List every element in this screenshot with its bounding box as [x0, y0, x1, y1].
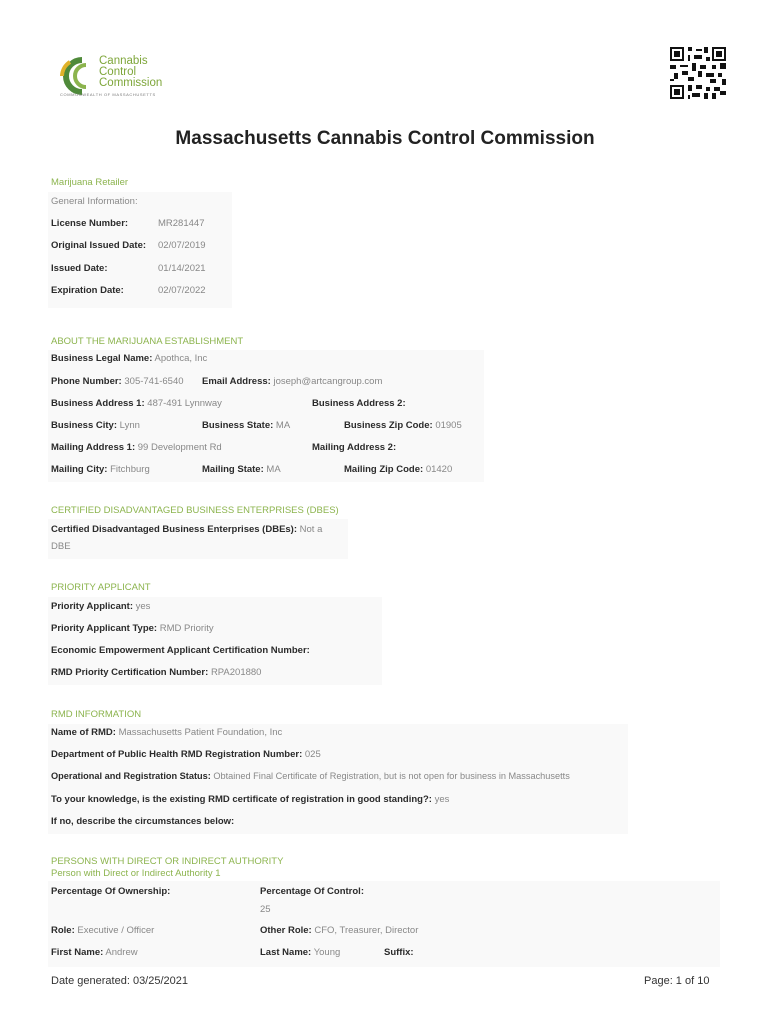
email-address: Email Address: joseph@artcangroup.com	[202, 376, 383, 387]
original-issued-date-label: Original Issued Date:	[51, 240, 147, 251]
dbe-status: Certified Disadvantaged Business Enterprises (DBEs): Not a	[51, 524, 323, 535]
logo-line-2: Control	[99, 66, 137, 78]
original-issued-date-value: 02/07/2019	[158, 240, 206, 251]
person-other-role: Other Role: CFO, Treasurer, Director	[260, 925, 419, 936]
license-number-value: MR281447	[158, 218, 205, 229]
dbe-heading: CERTIFIED DISADVANTAGED BUSINESS ENTERPRISES (DBES)	[51, 505, 339, 516]
persons-heading: PERSONS WITH DIRECT OR INDIRECT AUTHORITY	[51, 856, 284, 867]
license-type: Marijuana Retailer	[51, 177, 129, 188]
priority-heading: PRIORITY APPLICANT	[51, 582, 151, 593]
percentage-of-control-label: Percentage Of Control:	[260, 886, 364, 897]
percentage-of-ownership: Percentage Of Ownership:	[51, 886, 171, 897]
mailing-address-2: Mailing Address 2:	[312, 442, 397, 453]
rmd-heading: RMD INFORMATION	[51, 709, 142, 720]
person-last-name: Last Name: Young	[260, 947, 341, 958]
mailing-address-1: Mailing Address 1: 99 Development Rd	[51, 442, 222, 453]
business-city: Business City: Lynn	[51, 420, 140, 431]
issued-date-label: Issued Date:	[51, 263, 108, 274]
mailing-city: Mailing City: Fitchburg	[51, 464, 150, 475]
rmd-circumstances: If no, describe the circumstances below:	[51, 816, 235, 827]
expiration-date-label: Expiration Date:	[51, 285, 124, 296]
dph-registration-number: Department of Public Health RMD Registration Number: 025	[51, 749, 321, 760]
phone-number: Phone Number: 305-741-6540	[51, 376, 184, 387]
establishment-heading: ABOUT THE MARIJUANA ESTABLISHMENT	[51, 336, 244, 347]
priority-applicant-type: Priority Applicant Type: RMD Priority	[51, 623, 214, 634]
expiration-date-value: 02/07/2022	[158, 285, 206, 296]
logo-text	[99, 56, 162, 89]
person-role: Role: Executive / Officer	[51, 925, 155, 936]
business-state: Business State: MA	[202, 420, 291, 431]
logo-line-1: Cannabis	[99, 55, 148, 67]
logo-subtitle: COMMONWEALTH OF MASSACHUSETTS	[60, 92, 156, 97]
issued-date-value: 01/14/2021	[158, 263, 206, 274]
business-zip-code: Business Zip Code: 01905	[344, 420, 462, 431]
logo-line-3: Commission	[99, 77, 163, 89]
establishment-panel	[48, 350, 484, 482]
rmd-name: Name of RMD: Massachusetts Patient Foundation, Inc	[51, 727, 283, 738]
general-information-label: General Information:	[51, 196, 138, 207]
business-address-2: Business Address 2:	[312, 398, 406, 409]
page-number: Page: 1 of 10	[644, 975, 710, 987]
date-generated: Date generated: 03/25/2021	[51, 975, 189, 987]
license-number-label: License Number:	[51, 218, 129, 229]
person-suffix: Suffix:	[384, 947, 414, 958]
rmd-priority-certification-number: RMD Priority Certification Number: RPA201880	[51, 667, 262, 678]
business-address-1: Business Address 1: 487-491 Lynnway	[51, 398, 222, 409]
person-first-name: First Name: Andrew	[51, 947, 138, 958]
mailing-zip-code: Mailing Zip Code: 01420	[344, 464, 453, 475]
business-legal-name: Business Legal Name: Apothca, Inc	[51, 353, 208, 364]
operational-registration-status: Operational and Registration Status: Obtained Final Certificate of Registration, but is not open for business in Massachusetts	[51, 771, 570, 781]
rmd-good-standing: To your knowledge, is the existing RMD certificate of registration in good standing?: yes	[51, 794, 450, 805]
mailing-state: Mailing State: MA	[202, 464, 281, 475]
page-title: Massachusetts Cannabis Control Commission	[175, 128, 595, 149]
person-subheading: Person with Direct or Indirect Authority 1	[51, 868, 221, 879]
dbe-status-continued: DBE	[51, 541, 71, 552]
qr-code-icon	[670, 47, 726, 99]
priority-applicant: Priority Applicant: yes	[51, 601, 151, 612]
percentage-of-control-value: 25	[260, 904, 271, 915]
economic-empowerment-number: Economic Empowerment Applicant Certification Number:	[51, 645, 310, 656]
